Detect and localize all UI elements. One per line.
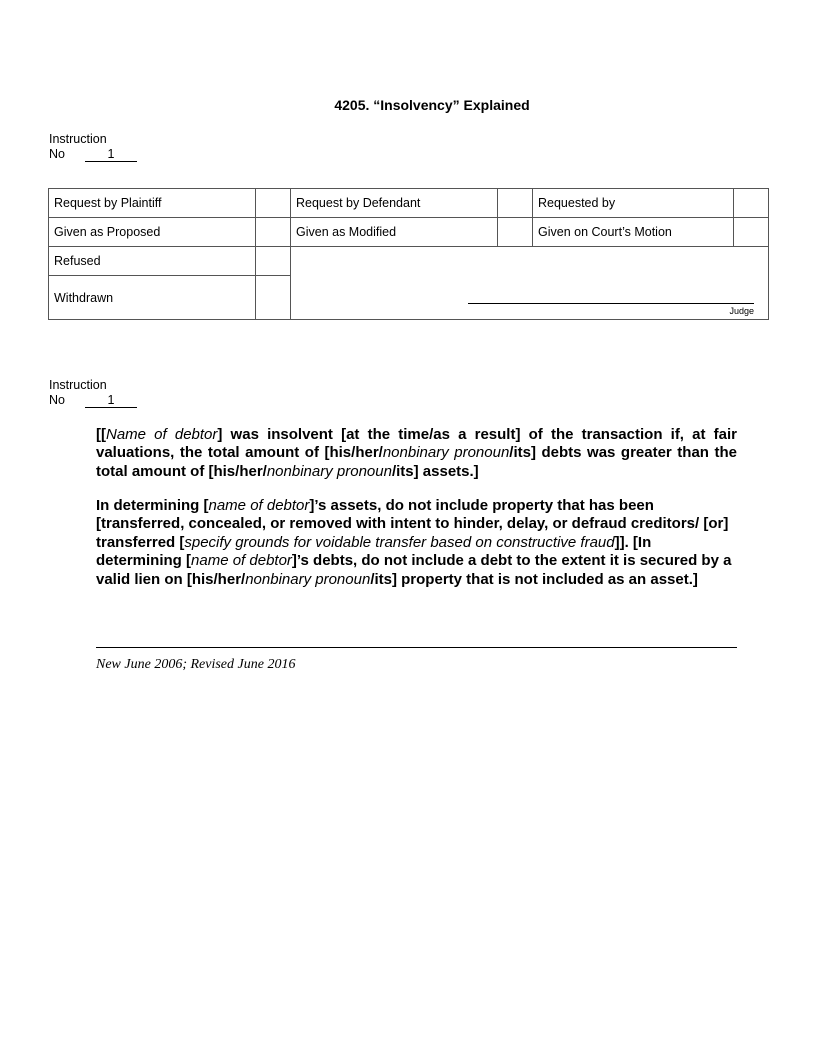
no-label: No (49, 146, 65, 161)
given-on-courts-motion-label: Given on Court’s Motion (533, 218, 734, 247)
instruction-number-block (49, 378, 137, 408)
request-by-plaintiff-checkbox[interactable] (256, 189, 291, 218)
withdrawn-label: Withdrawn (49, 276, 256, 320)
no-label: No (49, 392, 65, 407)
request-table (48, 188, 769, 320)
judge-signature-cell (291, 247, 769, 320)
instruction-number-block (49, 132, 137, 162)
history-note: New June 2006; Revised June 2016 (96, 657, 296, 672)
given-as-proposed-checkbox[interactable] (256, 218, 291, 247)
refused-label: Refused (49, 247, 256, 276)
instruction-paragraph-2: In determining [name of debtor]’s assets, do not include property that has been [transferred, concealed, or removed with intent to hinder, delay, or defraud creditors/ [or] transferred [specify grounds for voidable transfer based on constructive fraud]]. [In determining [name of debtor]’s debts, do not include a debt to the extent it is secured by a valid lien on [his/her/nonbinary pronoun/its] property that is not included as an asset.] (96, 497, 732, 588)
request-by-defendant-label: Request by Defendant (291, 189, 498, 218)
refused-checkbox[interactable] (256, 247, 291, 276)
instruction-label: Instruction (49, 378, 107, 392)
instruction-paragraph-1: [[Name of debtor] was insolvent [at the time/as a result] of the transaction if, at fair valuations, the total amount of [his/her/nonbinary pronoun/its] debts was greater than the total amount of [his/her/nonbinary pronoun/its] assets.] (96, 426, 737, 480)
instruction-number: 1 (85, 394, 137, 408)
requested-by-label: Requested by (533, 189, 734, 218)
request-by-plaintiff-label: Request by Plaintiff (49, 189, 256, 218)
given-as-modified-label: Given as Modified (291, 218, 498, 247)
withdrawn-checkbox[interactable] (256, 276, 291, 320)
judge-label: Judge (729, 306, 754, 316)
instruction-label: Instruction (49, 132, 107, 146)
given-as-modified-checkbox[interactable] (498, 218, 533, 247)
history-divider (96, 647, 737, 648)
request-by-defendant-checkbox[interactable] (498, 189, 533, 218)
instruction-number: 1 (85, 148, 137, 162)
judge-signature-line[interactable] (468, 303, 754, 304)
given-as-proposed-label: Given as Proposed (49, 218, 256, 247)
page-title: 4205. “Insolvency” Explained (334, 97, 530, 113)
requested-by-checkbox[interactable] (734, 189, 769, 218)
given-on-courts-motion-checkbox[interactable] (734, 218, 769, 247)
